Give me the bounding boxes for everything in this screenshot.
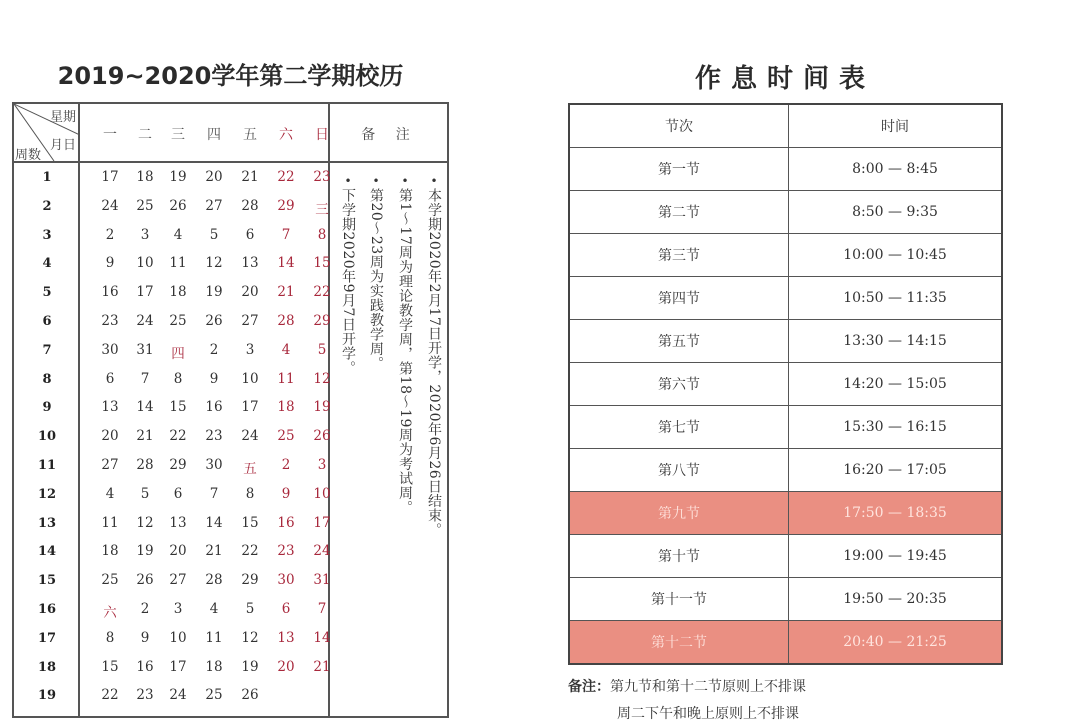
calendar-day: 30 [205, 456, 223, 473]
calendar-day: 20 [101, 428, 119, 445]
period-cell: 第十二节 [569, 621, 789, 665]
notes-header: 备 注 [361, 127, 418, 143]
calendar-day: 29 [277, 197, 295, 214]
schedule-row [569, 191, 1002, 234]
calendar-day: 29 [169, 456, 187, 473]
calendar-week-row [14, 422, 331, 451]
weekday-header-3: 三 [171, 127, 185, 143]
calendar-day: 27 [205, 197, 223, 214]
calendar-day: 三 [315, 201, 329, 218]
week-number: 17 [37, 630, 57, 646]
note-3: 第20～23周为实践教学周。 [368, 188, 384, 371]
schedule-row [569, 449, 1002, 492]
calendar-day: 15 [169, 399, 187, 416]
calendar-day: 2 [209, 341, 219, 358]
corner-label-yueri: 月日 [50, 138, 77, 153]
calendar-day: 4 [173, 226, 183, 243]
remark-label: 备注： [568, 679, 610, 695]
calendar-day: 2 [105, 226, 115, 243]
calendar-day: 23 [313, 169, 331, 185]
calendar-week-row [14, 451, 328, 480]
time-cell: 13:30 — 14:15 [789, 320, 1003, 363]
calendar-day: 18 [205, 658, 223, 675]
calendar-day: 7 [281, 226, 291, 243]
calendar-day: 3 [245, 341, 255, 358]
calendar-day: 7 [209, 485, 219, 502]
week-number: 7 [42, 342, 52, 358]
time-header: 时间 [789, 104, 1003, 148]
calendar-day: 26 [136, 572, 154, 589]
calendar-title: 2019~2020学年第二学期校历 [57, 62, 404, 90]
calendar-day: 31 [136, 341, 154, 358]
week-number: 10 [37, 429, 57, 445]
calendar-corner-cell [14, 104, 80, 161]
calendar-day: 5 [140, 485, 150, 502]
schedule-title: 作息时间表 [694, 64, 875, 94]
calendar-day: 18 [101, 543, 119, 560]
calendar-notes [332, 174, 447, 704]
note-bullet: • [344, 174, 352, 188]
calendar-day: 30 [277, 572, 295, 589]
calendar-week-row [14, 192, 328, 221]
week-number: 3 [42, 227, 52, 243]
calendar-day: 9 [105, 255, 115, 272]
calendar-day: 10 [169, 629, 187, 646]
calendar-day: 19 [313, 399, 331, 416]
calendar-day: 10 [241, 370, 259, 387]
calendar-day: 28 [136, 456, 154, 473]
schedule-table [568, 103, 1003, 665]
calendar-week-row [14, 307, 331, 336]
calendar-day: 8 [173, 370, 183, 387]
calendar-day: 13 [277, 629, 295, 646]
calendar-day: 22 [241, 543, 259, 560]
calendar-day: 10 [313, 485, 331, 502]
remark-line-2: 周二下午和晚上原则上不排课 [617, 706, 799, 722]
time-cell: 15:30 — 16:15 [789, 406, 1003, 449]
calendar-day: 6 [245, 226, 255, 243]
calendar-day: 23 [101, 312, 119, 329]
schedule-row [569, 148, 1002, 191]
calendar-day: 9 [140, 629, 150, 646]
calendar-day: 22 [313, 284, 331, 301]
calendar-day: 3 [317, 456, 327, 473]
schedule-row [569, 363, 1002, 406]
calendar-day: 8 [317, 226, 327, 243]
time-cell: 10:00 — 10:45 [789, 234, 1003, 277]
calendar-week-row [14, 336, 328, 365]
calendar-day: 5 [245, 600, 255, 617]
weekday-header-1: 一 [103, 127, 117, 143]
period-cell: 第三节 [569, 234, 789, 277]
calendar-day: 24 [313, 543, 331, 560]
period-cell: 第四节 [569, 277, 789, 320]
schedule-row [569, 621, 1002, 665]
calendar-day: 18 [277, 399, 295, 416]
calendar-day: 28 [277, 312, 295, 329]
time-cell: 17:50 — 18:35 [789, 492, 1003, 535]
calendar-day: 11 [101, 514, 119, 531]
calendar-week-row [14, 537, 331, 566]
calendar-day: 24 [241, 428, 259, 445]
calendar-day: 26 [313, 428, 331, 445]
week-number: 19 [37, 688, 57, 704]
corner-label-zhoushu: 周数 [15, 148, 42, 163]
time-cell: 16:20 — 17:05 [789, 449, 1003, 492]
calendar-day: 四 [171, 345, 185, 362]
schedule-row [569, 406, 1002, 449]
calendar-body [14, 163, 331, 710]
week-number: 2 [42, 198, 52, 214]
calendar-day: 17 [169, 658, 187, 675]
calendar-day: 13 [101, 399, 119, 416]
calendar-day: 31 [313, 572, 331, 589]
calendar-day: 12 [313, 370, 331, 387]
period-cell: 第九节 [569, 492, 789, 535]
calendar-day: 16 [205, 399, 223, 416]
note-1: 本学期2020年2月17日开学，2020年6月26日结束。 [426, 188, 442, 538]
calendar-day: 五 [243, 460, 257, 477]
schedule-header-row [569, 104, 1002, 148]
calendar-day: 25 [169, 312, 187, 329]
calendar-day: 24 [136, 312, 154, 329]
time-cell: 19:50 — 20:35 [789, 578, 1003, 621]
week-number: 6 [42, 313, 52, 329]
calendar-week-row [14, 163, 331, 192]
calendar-week-row [14, 595, 328, 624]
calendar-day: 19 [169, 169, 187, 185]
corner-label-xingqi: 星期 [50, 110, 77, 125]
calendar-day: 20 [169, 543, 187, 560]
calendar-day: 8 [105, 629, 115, 646]
calendar-day: 26 [169, 197, 187, 214]
weekday-header-6: 六 [279, 127, 293, 143]
week-number: 15 [37, 573, 57, 589]
calendar-week-row [14, 393, 331, 422]
calendar-day: 22 [277, 169, 295, 185]
calendar-week-row [14, 624, 331, 653]
calendar-day: 16 [277, 514, 295, 531]
calendar-day: 23 [205, 428, 223, 445]
calendar-day: 21 [205, 543, 223, 560]
time-cell: 20:40 — 21:25 [789, 621, 1003, 665]
calendar-day: 17 [101, 169, 119, 185]
calendar-day: 15 [101, 658, 119, 675]
calendar-day: 11 [169, 255, 187, 272]
calendar-day: 24 [169, 687, 187, 704]
calendar-day: 29 [241, 572, 259, 589]
schedule-row [569, 578, 1002, 621]
calendar-day: 25 [136, 197, 154, 214]
time-cell: 8:50 — 9:35 [789, 191, 1003, 234]
period-cell: 第八节 [569, 449, 789, 492]
calendar-day: 6 [281, 600, 291, 617]
period-cell: 第五节 [569, 320, 789, 363]
calendar-day: 5 [317, 341, 327, 358]
calendar-day: 6 [173, 485, 183, 502]
week-number: 12 [37, 486, 57, 502]
calendar-day: 2 [140, 600, 150, 617]
calendar-day: 27 [101, 456, 119, 473]
time-cell: 14:20 — 15:05 [789, 363, 1003, 406]
calendar-day: 4 [281, 341, 291, 358]
note-bullet: • [430, 174, 438, 188]
schedule-row [569, 277, 1002, 320]
calendar-week-row [14, 221, 328, 250]
week-number: 18 [37, 659, 57, 675]
note-2: 第1～17周为理论教学周，第18～19周为考试周。 [397, 188, 413, 515]
calendar-day: 6 [105, 370, 115, 387]
weekday-header-4: 四 [207, 127, 221, 143]
calendar-day: 12 [205, 255, 223, 272]
calendar-day: 11 [277, 370, 295, 387]
weekday-header-5: 五 [243, 127, 257, 143]
calendar-day: 26 [205, 312, 223, 329]
calendar-day: 23 [136, 687, 154, 704]
calendar-day: 17 [313, 514, 331, 531]
calendar-day: 30 [101, 341, 119, 358]
week-number: 9 [42, 400, 52, 416]
period-cell: 第十一节 [569, 578, 789, 621]
calendar-day: 7 [317, 600, 327, 617]
calendar-day: 13 [241, 255, 259, 272]
calendar-day: 18 [136, 169, 154, 185]
calendar-day: 27 [241, 312, 259, 329]
calendar-day: 19 [136, 543, 154, 560]
calendar-day: 20 [205, 169, 223, 185]
calendar-day: 16 [101, 284, 119, 301]
note-4: 下学期2020年9月7日开学。 [340, 188, 356, 375]
calendar-day: 28 [241, 197, 259, 214]
calendar-day: 16 [136, 658, 154, 675]
calendar-day: 14 [205, 514, 223, 531]
period-cell: 第十节 [569, 535, 789, 578]
calendar-day: 20 [277, 658, 295, 675]
note-bullet: • [372, 174, 380, 188]
period-cell: 第一节 [569, 148, 789, 191]
calendar-day: 21 [241, 169, 259, 185]
calendar-day: 25 [205, 687, 223, 704]
calendar-day: 13 [169, 514, 187, 531]
weekday-header-2: 二 [138, 127, 152, 143]
period-cell: 第二节 [569, 191, 789, 234]
calendar-week-row [14, 480, 331, 509]
calendar-day: 15 [241, 514, 259, 531]
calendar-day: 27 [169, 572, 187, 589]
note-bullet: • [401, 174, 409, 188]
calendar-day: 5 [209, 226, 219, 243]
calendar-day: 21 [313, 658, 331, 675]
time-cell: 10:50 — 11:35 [789, 277, 1003, 320]
calendar-day: 11 [205, 629, 223, 646]
calendar-week-row [14, 509, 331, 538]
period-header: 节次 [569, 104, 789, 148]
schedule-remark [568, 676, 806, 696]
calendar-day: 14 [313, 629, 331, 646]
calendar-day: 14 [277, 255, 295, 272]
calendar-day: 19 [241, 658, 259, 675]
schedule-row [569, 320, 1002, 363]
time-cell: 19:00 — 19:45 [789, 535, 1003, 578]
calendar-day: 六 [103, 604, 117, 621]
calendar-day: 9 [209, 370, 219, 387]
period-cell: 第六节 [569, 363, 789, 406]
calendar-day: 23 [277, 543, 295, 560]
calendar-day: 4 [105, 485, 115, 502]
calendar-day: 3 [140, 226, 150, 243]
schedule-row [569, 535, 1002, 578]
week-number: 14 [37, 544, 57, 560]
calendar-day: 7 [140, 370, 150, 387]
calendar-day: 4 [209, 600, 219, 617]
calendar-day: 25 [101, 572, 119, 589]
calendar-week-row [14, 278, 331, 307]
schedule-row [569, 234, 1002, 277]
calendar-day: 10 [136, 255, 154, 272]
week-number: 13 [37, 515, 57, 531]
week-number: 5 [42, 285, 52, 301]
calendar-day: 18 [169, 284, 187, 301]
week-number: 1 [42, 170, 52, 185]
calendar-day: 17 [241, 399, 259, 416]
weekday-header-7: 日 [315, 127, 329, 143]
week-number: 8 [42, 371, 52, 387]
calendar-day: 19 [205, 284, 223, 301]
calendar-day: 2 [281, 456, 291, 473]
week-number: 16 [37, 601, 57, 617]
calendar-day: 24 [101, 197, 119, 214]
calendar-day: 14 [136, 399, 154, 416]
calendar-day: 29 [313, 312, 331, 329]
calendar-day: 9 [281, 485, 291, 502]
calendar-day: 3 [173, 600, 183, 617]
calendar-day: 25 [277, 428, 295, 445]
calendar-day: 26 [241, 687, 259, 704]
calendar-day: 22 [101, 687, 119, 704]
calendar-week-row [14, 566, 331, 595]
calendar-day: 21 [277, 284, 295, 301]
calendar-day: 8 [245, 485, 255, 502]
calendar-week-row [14, 681, 328, 710]
calendar-day: 12 [136, 514, 154, 531]
school-calendar [12, 102, 449, 718]
calendar-day: 28 [205, 572, 223, 589]
week-number: 4 [42, 256, 52, 272]
calendar-day: 12 [241, 629, 259, 646]
schedule-row [569, 492, 1002, 535]
calendar-day: 22 [169, 428, 187, 445]
time-cell: 8:00 — 8:45 [789, 148, 1003, 191]
week-number: 11 [37, 457, 57, 473]
calendar-day: 21 [136, 428, 154, 445]
calendar-day: 15 [313, 255, 331, 272]
calendar-week-row [14, 653, 331, 682]
calendar-day: 17 [136, 284, 154, 301]
calendar-week-row [14, 249, 331, 278]
calendar-day: 20 [241, 284, 259, 301]
calendar-week-row [14, 365, 331, 394]
remark-line-1: 第九节和第十二节原则上不排课 [610, 679, 806, 695]
period-cell: 第七节 [569, 406, 789, 449]
